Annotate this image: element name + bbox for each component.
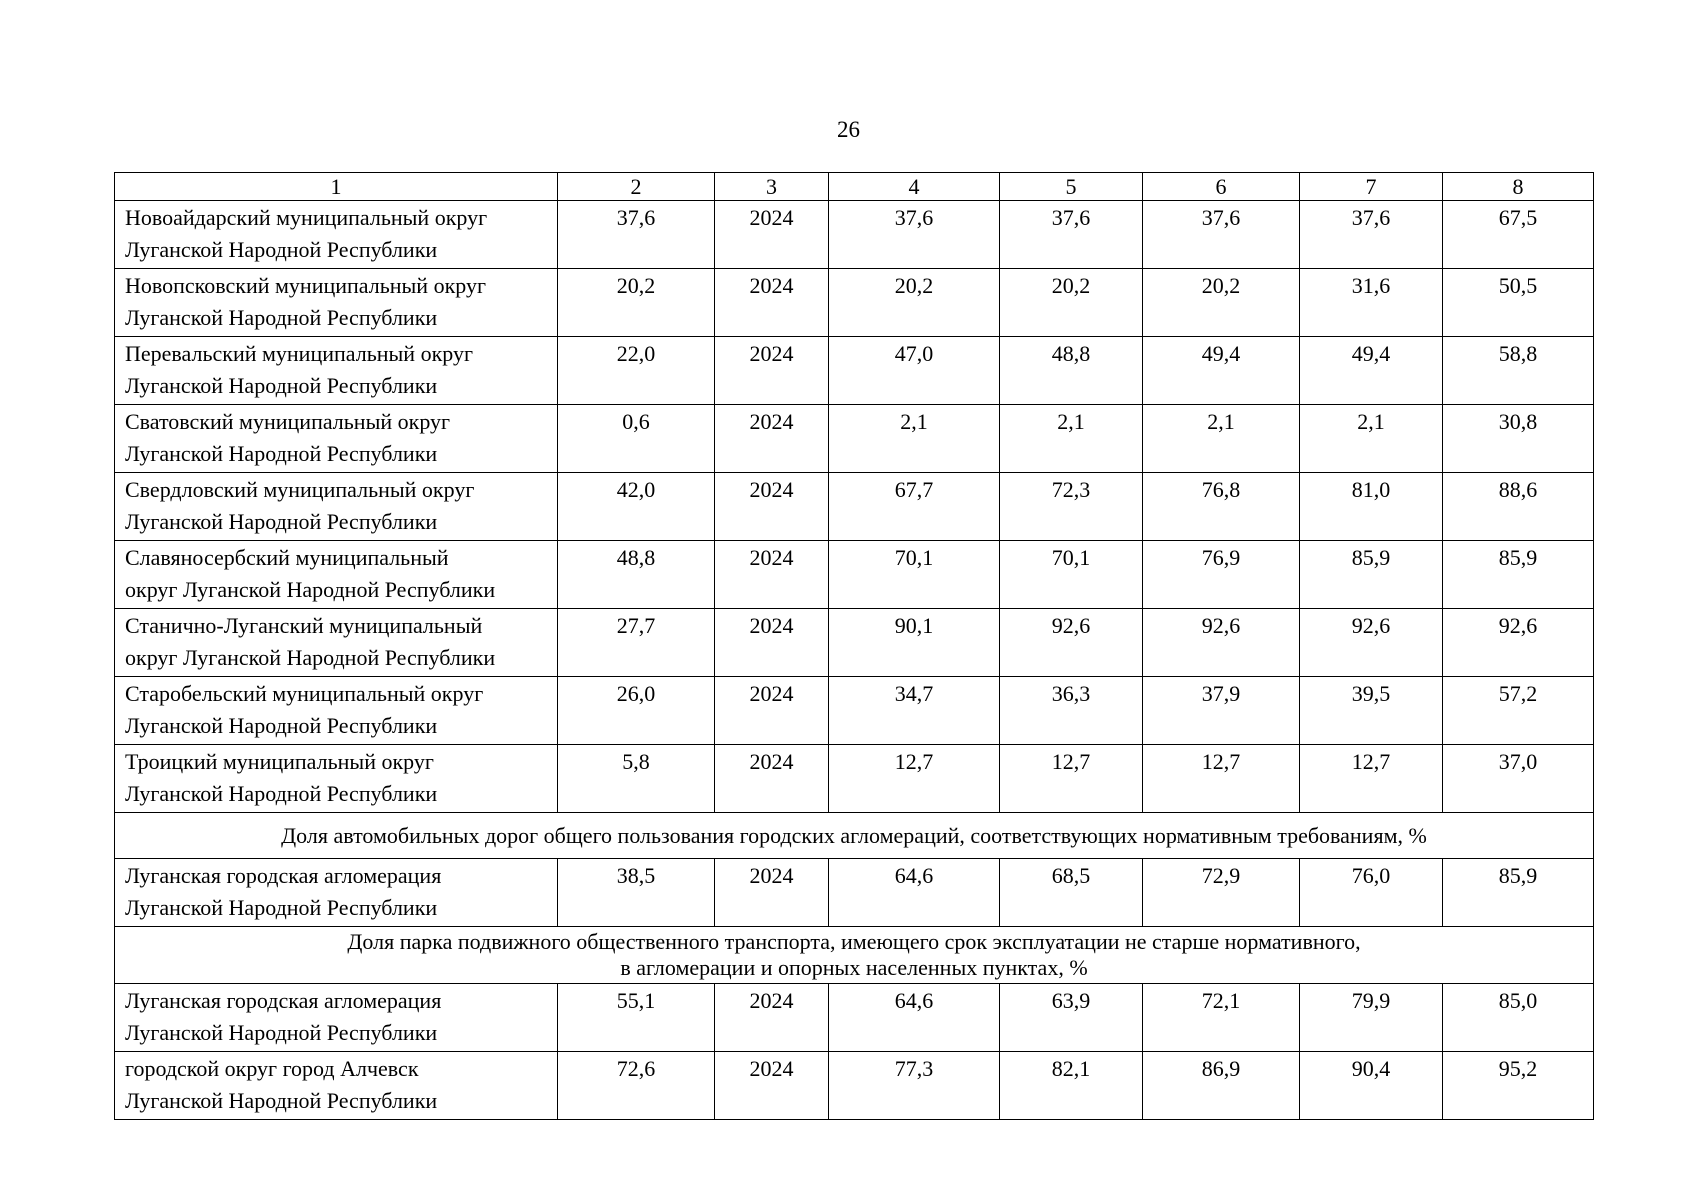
value-cell: 2024 (715, 609, 829, 677)
value-cell: 31,6 (1300, 269, 1443, 337)
territory-name-line: Новоайдарский муниципальный округ (125, 205, 488, 230)
column-number-cell: 7 (1300, 173, 1443, 201)
territory-name-line: округ Луганской Народной Республики (125, 577, 496, 602)
column-number-cell: 5 (1000, 173, 1143, 201)
territory-name-line: Сватовский муниципальный округ (125, 409, 451, 434)
value-cell: 27,7 (558, 609, 715, 677)
table-row (115, 473, 1594, 541)
value-cell: 76,0 (1300, 859, 1443, 927)
value-cell: 82,1 (1000, 1052, 1143, 1120)
value-cell: 2024 (715, 677, 829, 745)
territory-name-line: Луганской Народной Республики (125, 1020, 438, 1045)
value-cell: 2024 (715, 269, 829, 337)
value-cell: 85,9 (1443, 541, 1594, 609)
value-cell: 37,6 (829, 201, 1000, 269)
table-row (115, 609, 1594, 677)
value-cell: 92,6 (1143, 609, 1300, 677)
section-heading-transport (115, 927, 1594, 984)
value-cell: 72,3 (1000, 473, 1143, 541)
value-cell: 39,5 (1300, 677, 1443, 745)
column-number-cell: 2 (558, 173, 715, 201)
value-cell: 85,9 (1443, 859, 1594, 927)
value-cell: 5,8 (558, 745, 715, 813)
value-cell: 2024 (715, 201, 829, 269)
value-cell: 34,7 (829, 677, 1000, 745)
value-cell: 37,6 (1300, 201, 1443, 269)
value-cell: 22,0 (558, 337, 715, 405)
section-title-line: Доля парка подвижного общественного транспорта, имеющего срок эксплуатации не старше нормативного, (347, 929, 1361, 954)
column-number-row (115, 173, 1594, 201)
value-cell: 2024 (715, 541, 829, 609)
territory-name-line: округ Луганской Народной Республики (125, 645, 496, 670)
territory-name-line: городской округ город Алчевск (125, 1056, 419, 1081)
territory-name-cell (115, 745, 558, 813)
table-row (115, 337, 1594, 405)
value-cell: 72,6 (558, 1052, 715, 1120)
value-cell: 90,4 (1300, 1052, 1443, 1120)
value-cell: 2024 (715, 473, 829, 541)
value-cell: 20,2 (829, 269, 1000, 337)
territory-name-cell (115, 405, 558, 473)
territory-name-cell (115, 677, 558, 745)
value-cell: 81,0 (1300, 473, 1443, 541)
territory-name-line: Луганской Народной Республики (125, 713, 438, 738)
territory-name-line: Луганская городская агломерация (125, 863, 442, 888)
value-cell: 47,0 (829, 337, 1000, 405)
value-cell: 70,1 (829, 541, 1000, 609)
territory-name-line: Свердловский муниципальный округ (125, 477, 475, 502)
value-cell: 50,5 (1443, 269, 1594, 337)
territory-name-line: Луганская городская агломерация (125, 988, 442, 1013)
value-cell: 77,3 (829, 1052, 1000, 1120)
page-number: 26 (837, 117, 860, 142)
value-cell: 67,5 (1443, 201, 1594, 269)
column-number-cell: 8 (1443, 173, 1594, 201)
column-number-cell: 3 (715, 173, 829, 201)
value-cell: 2,1 (1000, 405, 1143, 473)
value-cell: 2,1 (829, 405, 1000, 473)
value-cell: 57,2 (1443, 677, 1594, 745)
territory-name-cell (115, 1052, 558, 1120)
table-row (115, 677, 1594, 745)
value-cell: 30,8 (1443, 405, 1594, 473)
value-cell: 37,6 (1000, 201, 1143, 269)
territory-name-line: Славяносербский муниципальный (125, 545, 449, 570)
territory-name-cell (115, 541, 558, 609)
territory-name-cell (115, 269, 558, 337)
value-cell: 12,7 (1000, 745, 1143, 813)
value-cell: 2,1 (1143, 405, 1300, 473)
value-cell: 49,4 (1143, 337, 1300, 405)
territory-name-line: Новопсковский муниципальный округ (125, 273, 487, 298)
territory-name-line: Луганской Народной Республики (125, 441, 438, 466)
value-cell: 12,7 (1300, 745, 1443, 813)
territory-name-line: Луганской Народной Республики (125, 373, 438, 398)
table-row (115, 541, 1594, 609)
section-title: Доля автомобильных дорог общего пользования городских агломераций, соответствующих нормативным требованиям, % (115, 813, 1594, 859)
column-number-cell: 1 (115, 173, 558, 201)
value-cell: 92,6 (1000, 609, 1143, 677)
value-cell: 86,9 (1143, 1052, 1300, 1120)
value-cell: 64,6 (829, 984, 1000, 1052)
value-cell: 20,2 (558, 269, 715, 337)
territory-name-line: Старобельский муниципальный округ (125, 681, 484, 706)
territory-name-cell (115, 337, 558, 405)
value-cell: 12,7 (829, 745, 1000, 813)
value-cell: 88,6 (1443, 473, 1594, 541)
value-cell: 67,7 (829, 473, 1000, 541)
value-cell: 55,1 (558, 984, 715, 1052)
territory-name-cell (115, 201, 558, 269)
value-cell: 2024 (715, 405, 829, 473)
value-cell: 2024 (715, 984, 829, 1052)
value-cell: 38,5 (558, 859, 715, 927)
value-cell: 37,6 (1143, 201, 1300, 269)
value-cell: 2024 (715, 1052, 829, 1120)
table-row (115, 984, 1594, 1052)
section-heading-roads (115, 813, 1594, 859)
table-row (115, 405, 1594, 473)
table-row (115, 859, 1594, 927)
value-cell: 92,6 (1300, 609, 1443, 677)
value-cell: 79,9 (1300, 984, 1443, 1052)
value-cell: 76,8 (1143, 473, 1300, 541)
territory-name-cell (115, 859, 558, 927)
value-cell: 37,6 (558, 201, 715, 269)
value-cell: 72,1 (1143, 984, 1300, 1052)
table-row (115, 201, 1594, 269)
table-row (115, 745, 1594, 813)
territory-name-cell (115, 984, 558, 1052)
territory-name-line: Луганской Народной Республики (125, 305, 438, 330)
value-cell: 68,5 (1000, 859, 1143, 927)
table-row (115, 1052, 1594, 1120)
value-cell: 72,9 (1143, 859, 1300, 927)
value-cell: 76,9 (1143, 541, 1300, 609)
value-cell: 12,7 (1143, 745, 1300, 813)
value-cell: 85,0 (1443, 984, 1594, 1052)
value-cell: 2,1 (1300, 405, 1443, 473)
value-cell: 26,0 (558, 677, 715, 745)
value-cell: 20,2 (1143, 269, 1300, 337)
territory-name-cell (115, 473, 558, 541)
value-cell: 0,6 (558, 405, 715, 473)
value-cell: 49,4 (1300, 337, 1443, 405)
column-number-cell: 6 (1143, 173, 1300, 201)
section-title (115, 927, 1594, 984)
territory-name-line: Луганской Народной Республики (125, 895, 438, 920)
value-cell: 48,8 (558, 541, 715, 609)
value-cell: 37,9 (1143, 677, 1300, 745)
indicators-table (114, 172, 1594, 1120)
value-cell: 64,6 (829, 859, 1000, 927)
value-cell: 36,3 (1000, 677, 1143, 745)
value-cell: 2024 (715, 337, 829, 405)
territory-name-cell (115, 609, 558, 677)
value-cell: 48,8 (1000, 337, 1143, 405)
value-cell: 70,1 (1000, 541, 1143, 609)
section-title-line: в агломерации и опорных населенных пунктах, % (620, 955, 1088, 980)
value-cell: 2024 (715, 859, 829, 927)
territory-name-line: Троицкий муниципальный округ (125, 749, 434, 774)
value-cell: 63,9 (1000, 984, 1143, 1052)
territory-name-line: Станично-Луганский муниципальный (125, 613, 483, 638)
territory-name-line: Луганской Народной Республики (125, 509, 438, 534)
value-cell: 20,2 (1000, 269, 1143, 337)
value-cell: 90,1 (829, 609, 1000, 677)
territory-name-line: Луганской Народной Республики (125, 781, 438, 806)
table-row (115, 269, 1594, 337)
value-cell: 92,6 (1443, 609, 1594, 677)
territory-name-line: Луганской Народной Республики (125, 237, 438, 262)
value-cell: 58,8 (1443, 337, 1594, 405)
column-number-cell: 4 (829, 173, 1000, 201)
territory-name-line: Луганской Народной Республики (125, 1088, 438, 1113)
value-cell: 85,9 (1300, 541, 1443, 609)
value-cell: 42,0 (558, 473, 715, 541)
value-cell: 37,0 (1443, 745, 1594, 813)
value-cell: 95,2 (1443, 1052, 1594, 1120)
value-cell: 2024 (715, 745, 829, 813)
territory-name-line: Перевальский муниципальный округ (125, 341, 473, 366)
